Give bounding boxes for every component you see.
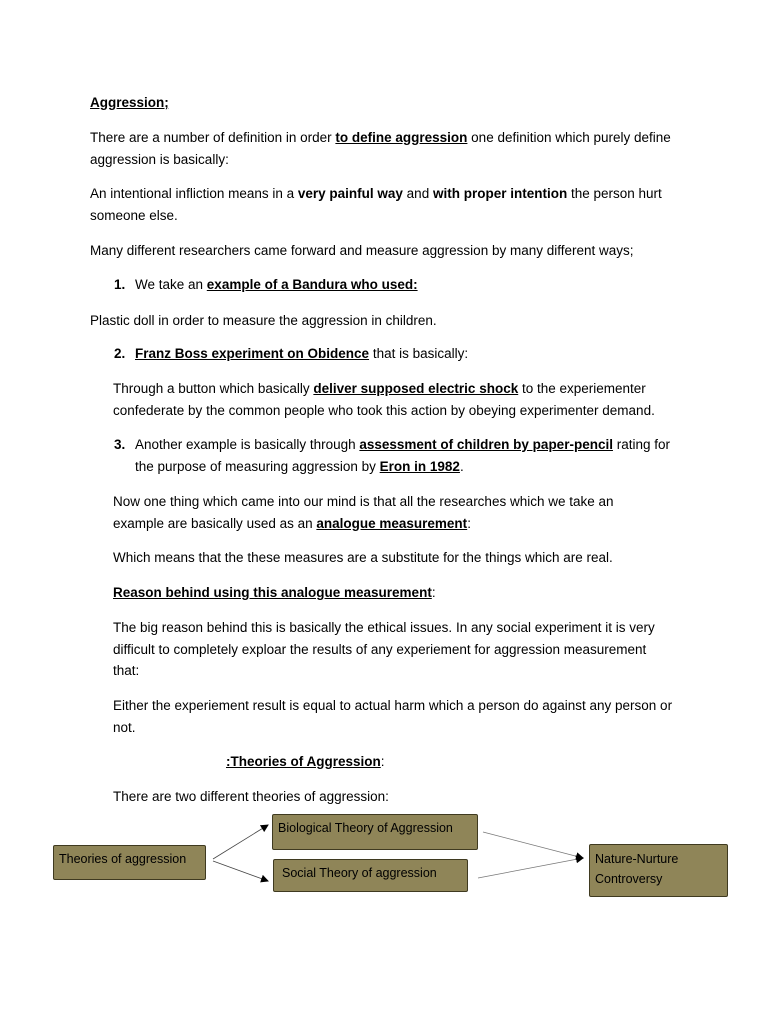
analogue-paragraph [113,491,653,534]
infliction-paragraph [90,183,690,226]
text: Another example is basically through [135,437,360,452]
text: the person hurt someone else. [90,186,662,223]
nature-nurture-box [589,844,728,897]
text: : [467,515,471,531]
text: Through a button which basically [113,381,314,396]
list-item-paper-pencil [135,434,680,477]
text: one definition which purely define aggression is basically: [90,130,671,167]
emphasis: analogue measurement [316,515,468,531]
theories-heading [226,751,385,773]
text: : [380,754,385,769]
text: that is basically: [369,346,469,361]
box-label: Social Theory of aggression [282,866,437,880]
emphasis: with proper intention [432,186,568,201]
biological-theory-box [272,814,478,850]
harm-paragraph: Either the experiement result is equal to actual harm which a person do against any person or not. [113,698,673,735]
text: . [459,458,464,474]
emphasis: example of a Bandura who used: [206,277,418,292]
plastic-doll-paragraph: Plastic doll in order to measure the aggression in children. [90,313,437,328]
list-item-franz-boss [135,343,695,365]
theories-of-aggression-box [53,845,206,880]
text: rating for the purpose of measuring aggression by [135,437,670,474]
list-number: 2. [114,346,126,361]
emphasis: to define aggression [335,130,468,145]
text: and [402,186,433,201]
emphasis: deliver supposed electric shock [313,381,519,396]
two-theories-paragraph: There are two different theories of aggression: [113,789,389,804]
substitute-paragraph: Which means that the these measures are a substitute for the things which are real. [113,550,613,565]
text: We take an [135,277,207,292]
list-number: 3. [114,437,126,452]
text: : [431,585,436,600]
emphasis: Franz Boss experiment on Obidence [135,346,370,361]
list-item-bandura [135,274,695,296]
arrow-root-to-social [213,861,268,881]
emphasis: assessment of children by paper-pencil [359,437,613,452]
definition-paragraph [90,127,680,170]
emphasis: Reason behind using this analogue measurement [113,585,432,600]
emphasis: Eron in 1982 [379,458,460,474]
social-theory-box [273,859,468,892]
arrow-root-to-biological [213,825,268,859]
arrow-social-to-result [478,858,583,878]
researchers-paragraph: Many different researchers came forward and measure aggression by many different ways; [90,243,634,258]
text: to the experiementer confederate by the common people who took this action by obeying experimenter demand. [113,381,655,418]
page-heading: Aggression; [90,95,169,110]
box-label: Theories of aggression [59,852,187,866]
reason-heading [113,582,713,604]
emphasis: :Theories of Aggression [226,754,381,769]
emphasis: very painful way [297,186,403,201]
text: There are a number of definition in order [90,130,336,145]
arrow-biological-to-result [483,832,583,858]
text: An intentional infliction means in a [90,186,298,201]
box-label: Biological Theory of Aggression [278,821,453,835]
ethical-paragraph: The big reason behind this is basically the ethical issues. In any social experiment it is very difficult to completely exploar the results of any experiement for aggression measurement that: [113,620,655,678]
list-number: 1. [114,277,126,292]
electric-shock-paragraph [113,378,693,421]
box-label: Nature-Nurture Controversy [595,852,679,886]
text: Now one thing which came into our mind is that all the researches which we take an example are basically used as an [113,494,614,531]
